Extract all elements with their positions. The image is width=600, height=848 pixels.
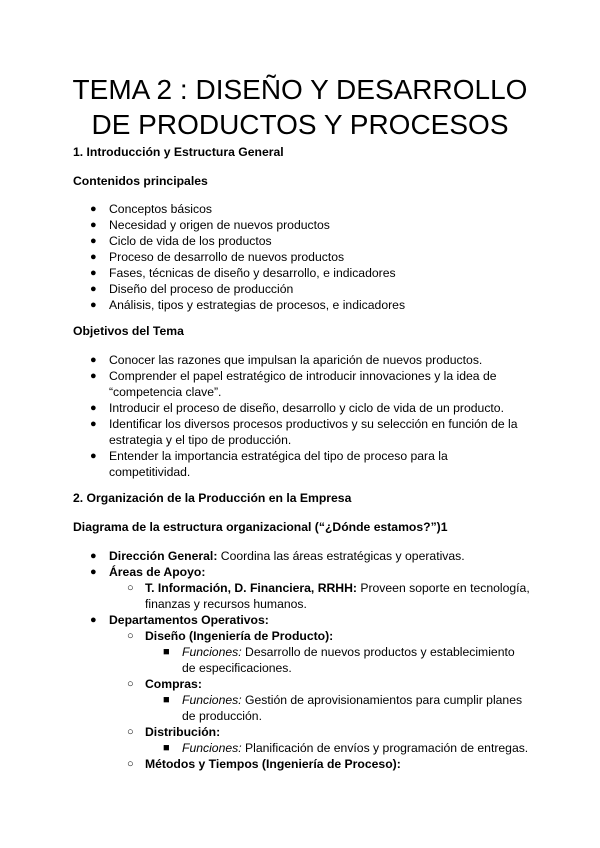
distribucion-label: Distribución: [145,725,221,739]
areas-apoyo-sub-text: Proveen soporte en tecnología, [356,581,530,595]
list-item: Conceptos básicos [109,202,212,216]
list-item: Entender la importancia estratégica del tipo de proceso para la [109,449,448,463]
diseno-label: Diseño (Ingeniería de Producto): [145,629,334,643]
list-item: Necesidad y origen de nuevos productos [109,218,330,232]
bullet-disc: ● [90,418,97,430]
list-item-continuation: de especificaciones. [182,661,292,675]
bullet-circle: ○ [127,678,134,690]
section-1-heading: 1. Introducción y Estructura General [73,145,284,159]
funciones-label: Funciones: [182,693,242,707]
list-item-continuation: competitividad. [109,465,191,479]
bullet-disc: ● [90,219,97,231]
bullet-disc: ● [90,203,97,215]
list-item: Conocer las razones que impulsan la aparición de nuevos productos. [109,353,483,367]
bullet-square: ■ [163,646,170,658]
areas-apoyo-label: Áreas de Apoyo: [109,565,206,579]
contenidos-heading: Contenidos principales [73,174,208,188]
compras-label: Compras: [145,677,202,691]
diseno-funciones [182,644,515,660]
bullet-disc: ● [90,370,97,382]
departamentos-label: Departamentos Operativos: [109,613,269,627]
funciones-text: Planificación de envíos y programación de entregas. [241,741,529,755]
bullet-square: ■ [163,742,170,754]
areas-apoyo-sub-item [145,580,530,596]
bullet-disc: ● [90,614,97,626]
bullet-square: ■ [163,694,170,706]
diagrama-heading: Diagrama de la estructura organizacional (“¿Dónde estamos?”)1 [73,520,448,534]
funciones-label: Funciones: [182,741,242,755]
funciones-text: Desarrollo de nuevos productos y establecimiento [241,645,515,659]
bullet-disc: ● [90,450,97,462]
areas-apoyo-sub-label: T. Información, D. Financiera, RRHH: [145,581,357,595]
section-2-heading: 2. Organización de la Producción en la Empresa [73,491,352,505]
objetivos-heading: Objetivos del Tema [73,324,184,338]
bullet-disc: ● [90,267,97,279]
list-item-continuation: de producción. [182,709,262,723]
direccion-general-text: Coordina las áreas estratégicas y operativas. [217,549,465,563]
direccion-general-label: Dirección General: [109,549,218,563]
bullet-circle: ○ [127,630,134,642]
direccion-general-item [109,548,465,564]
list-item: Ciclo de vida de los productos [109,234,272,248]
bullet-disc: ● [90,354,97,366]
bullet-circle: ○ [127,726,134,738]
bullet-disc: ● [90,283,97,295]
list-item-continuation: finanzas y recursos humanos. [145,597,307,611]
distribucion-funciones [182,740,528,756]
list-item: Fases, técnicas de diseño y desarrollo, e indicadores [109,266,396,280]
document-title-line-1: TEMA 2 : DISEÑO Y DESARROLLO [72,74,528,105]
bullet-circle: ○ [127,758,134,770]
bullet-disc: ● [90,566,97,578]
bullet-disc: ● [90,550,97,562]
document-title-line-2: DE PRODUCTOS Y PROCESOS [91,109,509,140]
compras-funciones [182,692,522,708]
list-item: Proceso de desarrollo de nuevos productos [109,250,345,264]
list-item: Identificar los diversos procesos productivos y su selección en función de la [109,417,518,431]
list-item: Comprender el papel estratégico de introducir innovaciones y la idea de [109,369,497,383]
bullet-disc: ● [90,299,97,311]
bullet-disc: ● [90,235,97,247]
list-item-continuation: “competencia clave”. [109,385,222,399]
list-item: Diseño del proceso de producción [109,282,294,296]
list-item: Introducir el proceso de diseño, desarrollo y ciclo de vida de un producto. [109,401,504,415]
bullet-circle: ○ [127,582,134,594]
bullet-disc: ● [90,402,97,414]
list-item-continuation: estrategia y el tipo de producción. [109,433,292,447]
funciones-label: Funciones: [182,645,242,659]
bullet-disc: ● [90,251,97,263]
list-item: Análisis, tipos y estrategias de procesos, e indicadores [109,298,406,312]
metodos-label: Métodos y Tiempos (Ingeniería de Proceso): [145,757,401,771]
funciones-text: Gestión de aprovisionamientos para cumplir planes [241,693,523,707]
